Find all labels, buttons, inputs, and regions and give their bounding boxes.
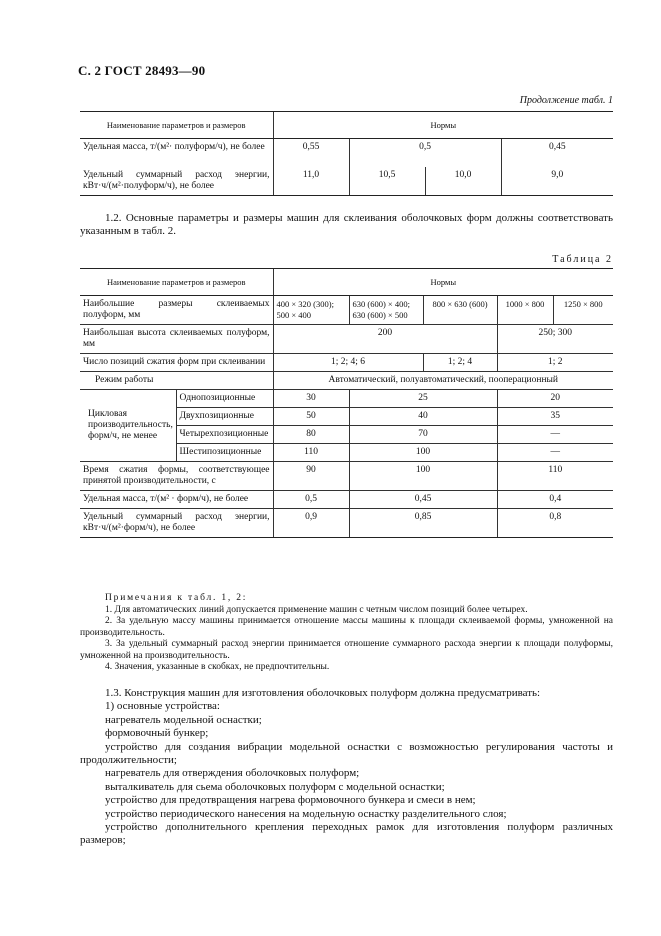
sub-param: Однопозиционные: [176, 390, 273, 408]
page-header: С. 2 ГОСТ 28493—90: [78, 63, 206, 78]
cell: 20: [497, 390, 613, 408]
table-row: [80, 296, 613, 325]
cell: 70: [349, 426, 497, 444]
cell: 40: [349, 408, 497, 426]
list-item: устройство дополнительного крепления переходных рамок для изготовления полуформ различных размеров;: [80, 821, 613, 847]
col-header-norms: Нормы: [273, 269, 613, 296]
row-param: Число позиций сжатия форм при склеивании: [80, 354, 273, 372]
col-header-param: Наименование параметров и размеров: [80, 112, 273, 139]
sub-param: Четырехпозиционные: [176, 426, 273, 444]
note-item: 3. За удельный суммарный расход энергии принимается отношение суммарного расхода энергии к площади полуформы, умноженной на производительность.: [80, 639, 613, 661]
table-row: [80, 491, 613, 509]
table-row: [80, 390, 613, 408]
cell: —: [497, 426, 613, 444]
cell: 1; 2; 4: [423, 354, 497, 372]
row-param: Удельная масса, т/(м²· полуформ/ч), не более: [83, 142, 265, 152]
cell: 80: [273, 426, 349, 444]
section-1-3: [80, 687, 613, 848]
cell: —: [497, 444, 613, 462]
cell: 400 × 320 (300); 500 × 400: [273, 296, 349, 325]
note-item: 2. За удельную массу машины принимается отношение массы машины к площади склеиваемой формы, умноженной на производительность.: [80, 616, 613, 638]
note-item: 1. Для автоматических линий допускается применение машин с четным числом позиций более четырех.: [105, 604, 528, 615]
cell: 11,0: [273, 167, 349, 196]
cell: 110: [273, 444, 349, 462]
cell: 0,45: [349, 491, 497, 509]
cell: 1; 2; 4; 6: [273, 354, 423, 372]
cell: 630 (600) × 400; 630 (600) × 500: [349, 296, 423, 325]
table-row: [80, 139, 613, 168]
cell: 35: [497, 408, 613, 426]
cell: 0,5: [273, 491, 349, 509]
cell: 50: [273, 408, 349, 426]
cell: 90: [273, 462, 349, 491]
row-param: Время сжатия формы, соответствующее принятой производительности, с: [80, 462, 273, 491]
list-item: устройство периодического нанесения на модельную оснастку разделительного слоя;: [105, 807, 507, 820]
section-intro: 1.3. Конструкция машин для изготовления оболочковых полуформ должна предусматривать:: [105, 687, 541, 699]
cell: 250; 300: [497, 325, 613, 354]
sub-param: Двухпозиционные: [176, 408, 273, 426]
row-param: Цикловая производительность, форм/ч, не менее: [80, 390, 176, 462]
paragraph-1-2: [80, 212, 613, 239]
list-item: нагреватель модельной оснастки;: [105, 713, 262, 726]
col-header-norms: Нормы: [273, 112, 613, 139]
table-row: [80, 167, 613, 196]
list-item: устройство для создания вибрации модельной оснастки с возможностью регулирования частоты и продолжительности;: [80, 740, 613, 767]
sub-param: Шестипозиционные: [176, 444, 273, 462]
cell: 100: [349, 444, 497, 462]
cell: 1000 × 800: [497, 296, 553, 325]
row-param: Наибольшие размеры склеиваемых полуформ, мм: [80, 296, 273, 325]
table-2: [80, 268, 613, 538]
table-row: [80, 372, 613, 390]
cell: 110: [497, 462, 613, 491]
cell: 0,5: [349, 139, 501, 168]
cell: 30: [273, 390, 349, 408]
cell: 0,4: [497, 491, 613, 509]
cell: 25: [349, 390, 497, 408]
notes: [80, 593, 613, 674]
table-row: [80, 325, 613, 354]
section-sub: 1) основные устройства:: [105, 700, 220, 713]
cell: 200: [273, 325, 497, 354]
notes-heading: Примечания к табл. 1, 2:: [105, 593, 248, 603]
paragraph-text: 1.2. Основные параметры и размеры машин для склеивания оболочковых форм должны соответствовать указанным в табл. 2.: [80, 212, 613, 238]
table-row: [80, 354, 613, 372]
list-item: формовочный бункер;: [105, 727, 209, 740]
cell: 1250 × 800: [553, 296, 613, 325]
table-2-label: Таблица 2: [552, 254, 613, 265]
cell: 0,45: [501, 139, 613, 168]
cell: 10,5: [349, 167, 425, 196]
cell: 0,55: [273, 139, 349, 168]
cell: 10,0: [425, 167, 501, 196]
col-header-param: Наименование параметров и размеров: [80, 269, 273, 296]
row-param: Удельный суммарный расход энергии, кВт·ч/(м²·полуформ/ч), не более: [80, 167, 273, 196]
cell: 100: [349, 462, 497, 491]
cell: 0,9: [273, 509, 349, 538]
row-param: Удельный суммарный расход энергии, кВт·ч/(м²·форм/ч), не более: [80, 509, 273, 538]
cell: 1; 2: [497, 354, 613, 372]
list-item: нагреватель для отверждения оболочковых полуформ;: [105, 767, 360, 780]
list-item: устройство для предотвращения нагрева формовочного бункера и смеси в нем;: [105, 794, 476, 807]
row-param: Наибольшая высота склеиваемых полуформ, мм: [80, 325, 273, 354]
table-1-continuation: [80, 111, 613, 196]
row-param: Режим работы: [80, 372, 273, 390]
cell: 0,8: [497, 509, 613, 538]
table-continuation-label: Продолжение табл. 1: [519, 95, 613, 106]
row-param: Удельная масса, т/(м² · форм/ч), не более: [80, 491, 273, 509]
cell: 0,85: [349, 509, 497, 538]
list-item: выталкиватель для сьема оболочковых полуформ с модельной оснастки;: [105, 780, 445, 793]
cell: 9,0: [501, 167, 613, 196]
table-row: [80, 462, 613, 491]
note-item: 4. Значения, указанные в скобках, не предпочтительны.: [105, 662, 330, 672]
cell: 800 × 630 (600): [423, 296, 497, 325]
cell: Автоматический, полуавтоматический, пооперационный: [273, 372, 613, 390]
table-row: [80, 509, 613, 538]
